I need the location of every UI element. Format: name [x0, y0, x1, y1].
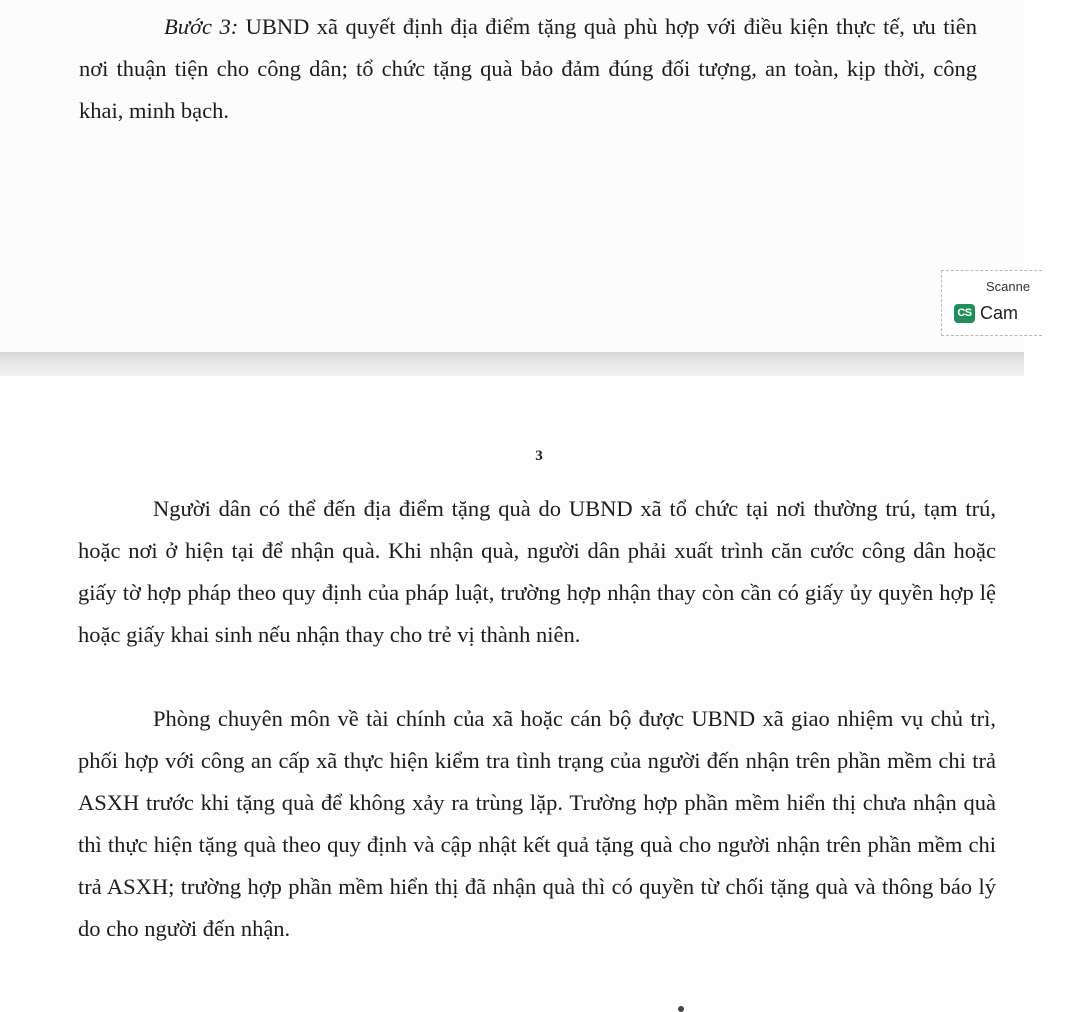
step-text: UBND xã quyết định địa điểm tặng quà phù hợp với điều kiện thực tế, ưu tiên nơi thuận tiện cho công dân; tổ chức tặng quà bảo đảm đúng đối tượng, an toàn, kịp thời, công khai, minh bạch.	[79, 14, 977, 123]
page-number: 3	[535, 448, 543, 464]
watermark-brand-text: Cam	[980, 303, 1019, 323]
top-page	[0, 0, 1031, 352]
camscanner-logo-icon: CS	[954, 304, 975, 323]
step-3-paragraph	[79, 6, 977, 132]
camscanner-watermark	[941, 270, 1042, 336]
step-label: Bước 3:	[164, 14, 239, 39]
page-separator	[0, 352, 1024, 376]
scan-speck	[678, 1006, 684, 1012]
paragraph-citizen-receipt: Người dân có thể đến địa điểm tặng quà do UBND xã tổ chức tại nơi thường trú, tạm trú, hoặc nơi ở hiện tại để nhận quà. Khi nhận quà, người dân phải xuất trình căn cước công dân hoặc giấy tờ hợp pháp theo quy định của pháp luật, trường hợp nhận thay còn cần có giấy ủy quyền hợp lệ hoặc giấy khai sinh nếu nhận thay cho trẻ vị thành niên.	[78, 496, 996, 647]
bottom-page	[0, 376, 1024, 1012]
watermark-scanned-text: Scanne	[986, 279, 1031, 294]
paragraph-finance-verification: Phòng chuyên môn về tài chính của xã hoặc cán bộ được UBND xã giao nhiệm vụ chủ trì, phối hợp với công an cấp xã thực hiện kiểm tra tình trạng của người đến nhận trên phần mềm chi trả ASXH trước khi tặng quà để không xảy ra trùng lặp. Trường hợp phần mềm hiển thị chưa nhận quà thì thực hiện tặng quà theo quy định và cập nhật kết quả tặng quà cho người nhận trên phần mềm chi trả ASXH; trường hợp phần mềm hiển thị đã nhận quà thì có quyền từ chối tặng quà và thông báo lý do cho người đến nhận.	[78, 706, 996, 941]
